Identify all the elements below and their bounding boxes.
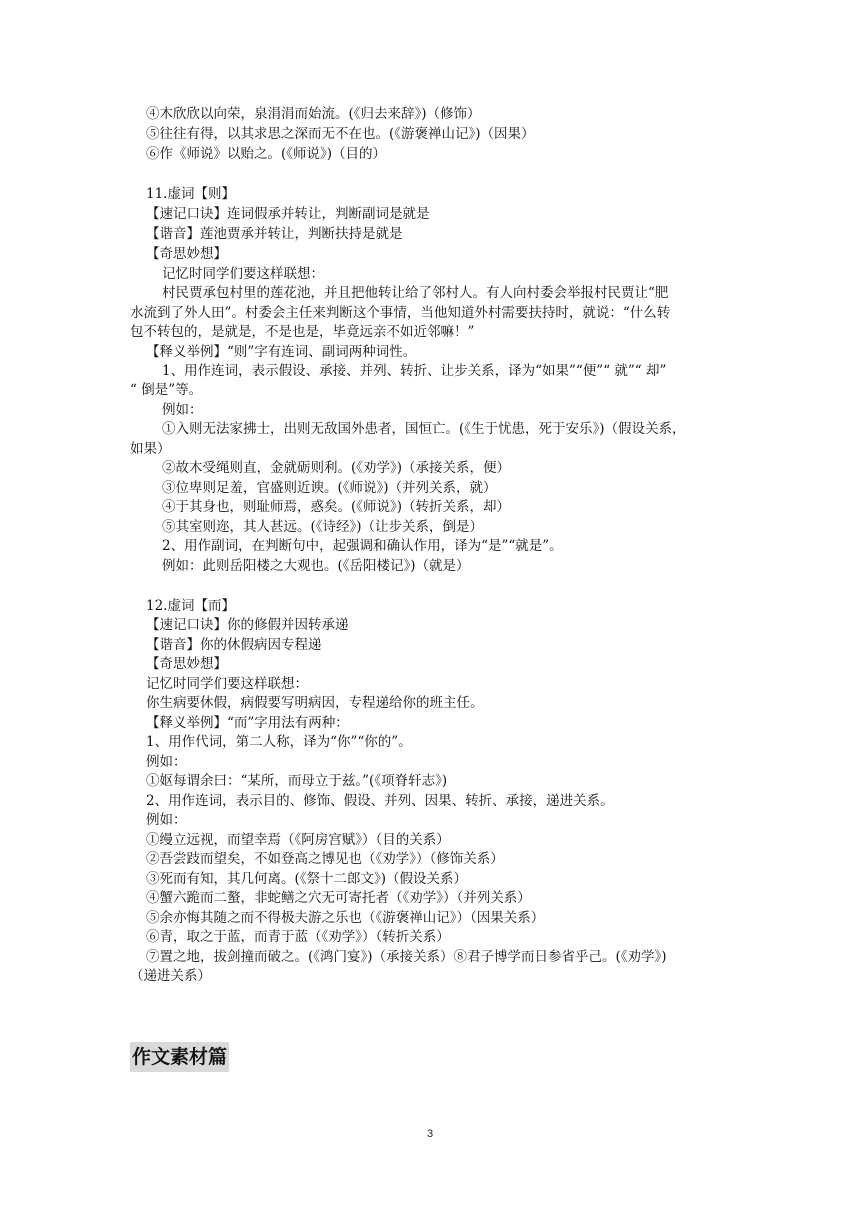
section-heading: 作文素材篇 <box>130 1042 229 1072</box>
s12-idea-lead: 记忆时同学们要这样联想： <box>146 676 308 692</box>
s11-example-5: ⑤其室则迩，其人甚远。(《诗经》)（让步关系，倒是） <box>162 519 484 535</box>
s12-use1: 1、用作代词，第二人称，译为“你”“你的”。 <box>146 734 412 750</box>
s11-idea-lead: 记忆时同学们要这样联想： <box>162 266 324 282</box>
s12-example-label-2: 例如： <box>146 812 187 828</box>
s12-example-6: ⑥青，取之于蓝，而青于蓝（《劝学》）（转折关系） <box>146 929 450 945</box>
s11-example-3: ③位卑则足羞，官盛则近谀。(《师说》)（并列关系，就） <box>162 480 497 496</box>
s12-use1-example: ①妪每谓余曰：“某所，而母立于兹。”(《项脊轩志》) <box>146 773 448 789</box>
page-number: 3 <box>426 1128 434 1140</box>
section-11-title: 11.虚词【则】 <box>146 186 235 202</box>
intro-line-4: ④木欣欣以向荣，泉涓涓而始流。(《归去来辞》)（修饰） <box>146 106 481 122</box>
s11-example-label: 例如： <box>162 402 203 418</box>
s11-use2-example: 例如：此则岳阳楼之大观也。(《岳阳楼记》)（就是） <box>162 558 470 574</box>
s11-example-1-line-1: ①入则无法家拂士，出则无敌国外患者，国恒亡。(《生于忧患，死于安乐》)（假设关系， <box>162 421 686 437</box>
s11-use1-line-2: “ 倒是”等。 <box>130 382 203 398</box>
s12-example-3: ③死而有知，其几何离。(《祭十二郎文》)（假设关系） <box>146 871 468 887</box>
s11-mnemonic: 【速记口诀】连词假承并转让，判断副词是就是 <box>146 206 430 222</box>
s12-example-5: ⑤余亦悔其随之而不得极夫游之乐也（《游褒禅山记》）（因果关系） <box>146 910 545 926</box>
s11-use2: 2、用作副词，在判断句中，起强调和确认作用，译为“是”“就是”。 <box>162 538 563 554</box>
intro-line-6: ⑥作《师说》以贻之。(《师说》)（目的） <box>146 146 387 162</box>
s12-use2: 2、用作连词，表示目的、修饰、假设、并列、因果、转折、承接，递进关系。 <box>146 793 614 809</box>
s11-usage-title: 【释义举例】“则”字有连词、副词两种词性。 <box>146 344 417 360</box>
s12-usage-title: 【释义举例】“而”字用法有两种： <box>146 715 349 731</box>
s11-example-2: ②故木受绳则直，金就砺则利。(《劝学》)（承接关系，便） <box>162 460 511 476</box>
intro-line-5: ⑤往往有得，以其求思之深而无不在也。(《游褒禅山记》)（因果） <box>146 126 535 142</box>
s12-example-7-line-2: （递进关系） <box>130 968 211 984</box>
s12-example-label: 例如： <box>146 754 187 770</box>
s12-example-4: ④蟹六跪而二螯，非蛇鳝之穴无可寄托者（《劝学》）（并列关系） <box>146 890 531 906</box>
s11-use1-line-1: 1、用作连词，表示假设、承接、并列、转折、让步关系，译为“如果”“便”“ 就”“ 却” <box>162 363 667 379</box>
s12-homophone: 【谐音】你的休假病因专程递 <box>146 637 322 653</box>
s12-idea-title: 【奇思妙想】 <box>146 656 227 672</box>
section-12-title: 12.虚词【而】 <box>146 598 235 614</box>
s11-example-4: ④于其身也，则耻师焉，惑矣。(《师说》)（转折关系，却） <box>162 499 511 515</box>
s12-story: 你生病要休假，病假要写明病因，专程递给你的班主任。 <box>146 695 484 711</box>
s11-story-line-3: 包不转包的，是就是，不是也是，毕竟远亲不如近邻嘛！” <box>130 324 475 340</box>
s11-story-line-2: 水流到了外人田”。村委会主任来判断这个事情，当他知道外村需要扶持时，就说：“什么转 <box>130 305 671 321</box>
s12-example-7-line-1: ⑦置之地，拔剑撞而破之。(《鸿门宴》)（承接关系）⑧君子博学而日参省乎己。(《劝学》) <box>146 949 667 965</box>
s12-mnemonic: 【速记口诀】你的修假并因转承递 <box>146 617 349 633</box>
s12-example-2: ②吾尝跂而望矣，不如登高之博见也（《劝学》）（修饰关系） <box>146 851 504 867</box>
s11-idea-title: 【奇思妙想】 <box>146 246 227 262</box>
s11-story-line-1: 村民贾承包村里的莲花池，并且把他转让给了邻村人。有人向村委会举报村民贾让“肥 <box>162 285 669 301</box>
s11-example-1-line-2: 如果） <box>130 441 171 457</box>
s12-example-1: ①缦立远视，而望幸焉（《阿房宫赋》）（目的关系） <box>146 832 450 848</box>
s11-homophone: 【谐音】莲池贾承并转让，判断扶持是就是 <box>146 226 403 242</box>
